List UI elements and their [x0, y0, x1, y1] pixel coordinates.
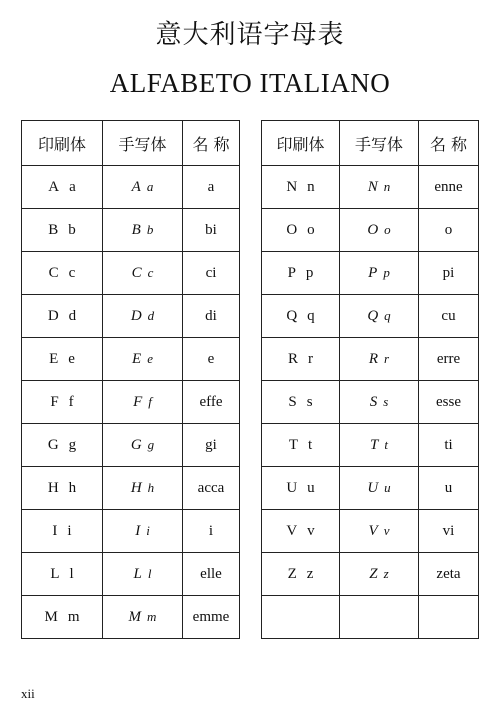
handwritten-letter-cell: [103, 295, 183, 338]
letter-name-cell: ti: [419, 424, 479, 467]
letter-name-cell: enne: [419, 166, 479, 209]
letter-name-cell: zeta: [419, 553, 479, 596]
printed-letter-cell: [22, 381, 103, 424]
table-row: [22, 252, 240, 295]
handwritten-lowercase: r: [384, 350, 390, 366]
printed-letter-cell: [262, 252, 340, 295]
handwritten-letter-cell: [340, 295, 419, 338]
table-row: [22, 467, 240, 510]
handwritten-uppercase: C: [131, 264, 142, 281]
letter-name-cell: o: [419, 209, 479, 252]
printed-lowercase: l: [69, 565, 74, 582]
handwritten-uppercase: Z: [369, 565, 378, 582]
handwritten-letter-cell: [103, 596, 183, 639]
right-table-body: [262, 166, 479, 639]
printed-letter-cell: [262, 510, 340, 553]
handwritten-letter-cell: [103, 381, 183, 424]
handwritten-lowercase: e: [147, 350, 153, 366]
printed-lowercase: z: [306, 565, 314, 582]
letter-name-cell: gi: [183, 424, 240, 467]
header-printed: 印刷体: [22, 121, 103, 166]
printed-uppercase: C: [48, 264, 59, 281]
table-row: [262, 166, 479, 209]
handwritten-letter-cell: [340, 596, 419, 639]
handwritten-lowercase: s: [383, 393, 389, 409]
handwritten-letter-cell: [103, 252, 183, 295]
printed-letter-cell: [262, 338, 340, 381]
printed-lowercase: r: [308, 350, 313, 367]
handwritten-uppercase: P: [368, 264, 378, 281]
left-table-body: [22, 166, 240, 639]
handwritten-lowercase: n: [383, 178, 391, 194]
table-row: [22, 209, 240, 252]
printed-lowercase: h: [68, 479, 77, 496]
printed-lowercase: t: [308, 436, 313, 453]
handwritten-letter-cell: [103, 338, 183, 381]
table-row: [262, 381, 479, 424]
letter-name-cell: acca: [183, 467, 240, 510]
handwritten-letter-cell: [103, 209, 183, 252]
printed-letter-cell: [262, 553, 340, 596]
handwritten-lowercase: v: [383, 522, 390, 538]
handwritten-letter-cell: [103, 467, 183, 510]
printed-uppercase: M: [44, 608, 58, 625]
table-row: [262, 252, 479, 295]
table-row: [262, 209, 479, 252]
printed-uppercase: I: [52, 522, 58, 539]
alphabet-table-right: [261, 120, 479, 639]
handwritten-letter-cell: [103, 553, 183, 596]
printed-uppercase: B: [48, 221, 59, 238]
letter-name-cell: emme: [183, 596, 240, 639]
letter-name-cell: vi: [419, 510, 479, 553]
handwritten-lowercase: i: [146, 522, 150, 538]
handwritten-lowercase: a: [146, 178, 154, 194]
handwritten-letter-cell: [340, 510, 419, 553]
table-row: [262, 467, 479, 510]
header-name: 名 称: [419, 121, 479, 166]
handwritten-lowercase: p: [383, 264, 390, 280]
printed-uppercase: E: [49, 350, 59, 367]
handwritten-letter-cell: [340, 338, 419, 381]
table-row: [22, 424, 240, 467]
handwritten-letter-cell: [340, 252, 419, 295]
table-row: [262, 596, 479, 639]
printed-uppercase: Z: [287, 565, 297, 582]
table-header-row: [262, 121, 479, 166]
page-number: xii: [21, 686, 35, 701]
handwritten-uppercase: Q: [367, 307, 379, 324]
handwritten-uppercase: R: [368, 350, 379, 367]
printed-lowercase: p: [305, 264, 314, 281]
printed-uppercase: H: [47, 479, 59, 496]
header-printed: 印刷体: [262, 121, 340, 166]
printed-lowercase: a: [69, 178, 76, 195]
handwritten-lowercase: g: [147, 436, 155, 452]
handwritten-uppercase: H: [130, 479, 142, 496]
printed-letter-cell: [22, 510, 103, 553]
handwritten-uppercase: B: [131, 221, 141, 238]
handwritten-uppercase: U: [367, 479, 379, 496]
table-row: [22, 596, 240, 639]
handwritten-letter-cell: [340, 467, 419, 510]
printed-uppercase: N: [286, 178, 298, 195]
printed-letter-cell: [262, 209, 340, 252]
printed-uppercase: F: [50, 393, 59, 410]
handwritten-uppercase: S: [369, 393, 378, 410]
printed-lowercase: e: [68, 350, 75, 367]
handwritten-uppercase: F: [133, 393, 143, 410]
printed-letter-cell: [22, 467, 103, 510]
header-handwritten: 手写体: [103, 121, 183, 166]
printed-uppercase: T: [288, 436, 298, 453]
handwritten-letter-cell: [340, 424, 419, 467]
letter-name-cell: elle: [183, 553, 240, 596]
letter-name-cell: di: [183, 295, 240, 338]
handwritten-lowercase: q: [384, 307, 391, 323]
printed-uppercase: A: [48, 178, 60, 195]
table-row: [262, 424, 479, 467]
handwritten-uppercase: T: [370, 436, 379, 453]
handwritten-lowercase: o: [384, 221, 391, 237]
handwritten-letter-cell: [340, 166, 419, 209]
handwritten-lowercase: t: [384, 436, 388, 452]
handwritten-lowercase: h: [147, 479, 155, 495]
printed-letter-cell: [22, 166, 103, 209]
handwritten-uppercase: A: [131, 178, 141, 195]
letter-name-cell: esse: [419, 381, 479, 424]
printed-letter-cell: [262, 166, 340, 209]
table-row: [262, 338, 479, 381]
table-header-row: [22, 121, 240, 166]
printed-letter-cell: [262, 596, 340, 639]
printed-letter-cell: [22, 424, 103, 467]
letter-name-cell: u: [419, 467, 479, 510]
printed-letter-cell: [22, 553, 103, 596]
page-title-italian: ALFABETO ITALIANO: [109, 68, 391, 98]
printed-uppercase: V: [286, 522, 298, 539]
printed-uppercase: O: [286, 221, 298, 238]
printed-lowercase: s: [306, 393, 313, 410]
printed-lowercase: v: [307, 522, 315, 539]
handwritten-letter-cell: [103, 166, 183, 209]
handwritten-lowercase: z: [383, 565, 389, 581]
printed-lowercase: i: [67, 522, 72, 539]
handwritten-letter-cell: [340, 381, 419, 424]
table-row: [22, 381, 240, 424]
handwritten-letter-cell: [103, 424, 183, 467]
letter-name-cell: a: [183, 166, 240, 209]
printed-lowercase: o: [307, 221, 315, 238]
handwritten-letter-cell: [103, 510, 183, 553]
handwritten-uppercase: O: [367, 221, 379, 238]
table-row: [262, 510, 479, 553]
handwritten-lowercase: m: [147, 608, 157, 624]
printed-uppercase: P: [287, 264, 296, 281]
header-name: 名 称: [183, 121, 240, 166]
handwritten-lowercase: f: [148, 393, 152, 409]
letter-name-cell: [419, 596, 479, 639]
printed-uppercase: L: [50, 565, 60, 582]
handwritten-uppercase: M: [128, 608, 142, 625]
letter-name-cell: i: [183, 510, 240, 553]
printed-lowercase: n: [307, 178, 315, 195]
handwritten-lowercase: c: [147, 264, 154, 280]
table-row: [22, 510, 240, 553]
handwritten-uppercase: N: [367, 178, 378, 195]
handwritten-uppercase: V: [368, 522, 378, 539]
printed-lowercase: c: [68, 264, 76, 281]
printed-letter-cell: [22, 209, 103, 252]
table-row: [262, 553, 479, 596]
printed-uppercase: G: [47, 436, 59, 453]
table-row: [22, 166, 240, 209]
printed-letter-cell: [22, 596, 103, 639]
letter-name-cell: bi: [183, 209, 240, 252]
letter-name-cell: e: [183, 338, 240, 381]
printed-uppercase: R: [287, 350, 298, 367]
handwritten-uppercase: D: [130, 307, 142, 324]
letter-name-cell: erre: [419, 338, 479, 381]
printed-letter-cell: [22, 295, 103, 338]
handwritten-uppercase: G: [130, 436, 142, 453]
printed-lowercase: q: [307, 307, 315, 324]
handwritten-lowercase: l: [147, 565, 152, 581]
handwritten-uppercase: L: [133, 565, 142, 582]
printed-lowercase: u: [307, 479, 315, 496]
alphabet-table-left: [21, 120, 240, 639]
handwritten-lowercase: u: [384, 479, 391, 495]
table-row: [22, 338, 240, 381]
printed-uppercase: U: [286, 479, 298, 496]
handwritten-letter-cell: [340, 553, 419, 596]
page-title-chinese: 意大利语字母表: [155, 20, 345, 50]
printed-lowercase: f: [68, 393, 74, 410]
printed-uppercase: Q: [286, 307, 298, 324]
table-row: [22, 295, 240, 338]
printed-lowercase: g: [68, 436, 77, 453]
printed-lowercase: b: [68, 221, 76, 238]
table-row: [262, 295, 479, 338]
handwritten-lowercase: b: [146, 221, 154, 237]
letter-name-cell: pi: [419, 252, 479, 295]
printed-letter-cell: [22, 338, 103, 381]
printed-lowercase: d: [68, 307, 77, 324]
header-handwritten: 手写体: [340, 121, 419, 166]
letter-name-cell: ci: [183, 252, 240, 295]
printed-letter-cell: [262, 381, 340, 424]
handwritten-uppercase: I: [135, 522, 141, 539]
printed-letter-cell: [262, 295, 340, 338]
handwritten-letter-cell: [340, 209, 419, 252]
printed-uppercase: D: [47, 307, 59, 324]
printed-uppercase: S: [288, 393, 297, 410]
printed-letter-cell: [262, 424, 340, 467]
handwritten-lowercase: d: [147, 307, 155, 323]
handwritten-uppercase: E: [132, 350, 142, 367]
printed-letter-cell: [262, 467, 340, 510]
table-row: [22, 553, 240, 596]
printed-lowercase: m: [67, 608, 80, 625]
letter-name-cell: cu: [419, 295, 479, 338]
printed-letter-cell: [22, 252, 103, 295]
letter-name-cell: effe: [183, 381, 240, 424]
